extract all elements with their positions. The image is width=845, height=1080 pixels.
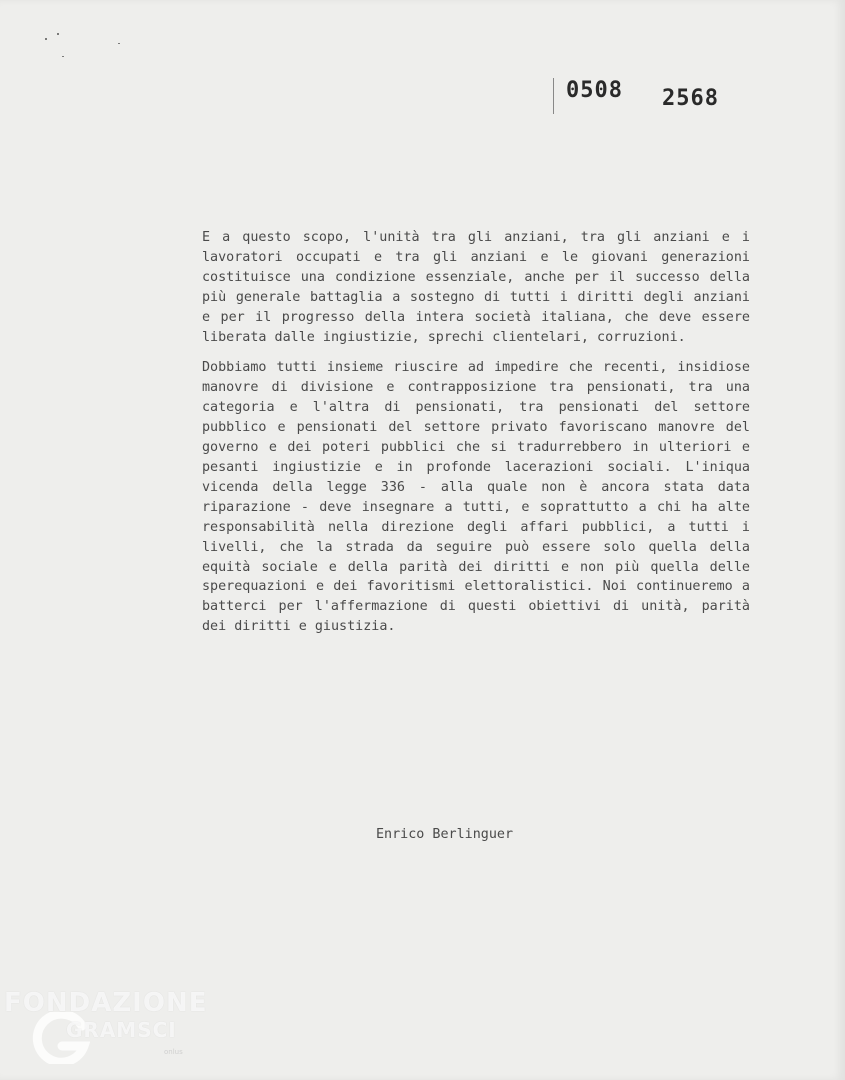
paragraph-2: Dobbiamo tutti insieme riuscire ad impedire che recenti, insidiose manovre di divisione e contrapposizione tra pensionati, tra una categoria e l'altra di pensionati, tra pensionati del settore pubblico e pensionati del settore privato favoriscano manovre del governo e dei poteri pubblici che si tradurrebbero in ulteriori e pesanti ingiustizie e in profonde lacerazioni sociali. L'iniqua vicenda della legge 336 - alla quale non è ancora stata data riparazione - deve insegnare a tutti, e soprattutto a chi ha alte responsabilità nella direzione degli affari pubblici, a tutti i livelli, che la strada da seguire può essere solo quella della equità sociale e della parità dei diritti e non più quella delle sperequazioni e dei favoritismi elettoralistici. Noi continueremo a batterci per l'affermazione di questi obiettivi di unità, parità dei diritti e giustizia. bbox=[202, 360, 750, 635]
paper-speck bbox=[57, 33, 59, 35]
watermark-sub: onlus bbox=[164, 1048, 183, 1056]
archive-stamp-right: 2568 bbox=[662, 86, 719, 111]
watermark-line1: FONDAZIONE bbox=[4, 988, 208, 1018]
paper-speck bbox=[45, 38, 47, 40]
paper-speck bbox=[118, 43, 120, 44]
fondazione-gramsci-watermark bbox=[4, 988, 214, 1068]
watermark-line2: GRAMSCI bbox=[66, 1018, 177, 1042]
archive-stamp-left: 0508 bbox=[566, 78, 623, 103]
signature: Enrico Berlinguer bbox=[376, 827, 514, 842]
paper-speck bbox=[62, 56, 64, 57]
paragraph-1: E a questo scopo, l'unità tra gli anziani, tra gli anziani e i lavoratori occupati e tra gli anziani e le giovani generazioni costituisce una condizione essenziale, anche per il successo della più generale battaglia a sostegno di tutti i diritti degli anziani e per il progresso della intera società italiana, che deve essere liberata dalle ingiustizie, sprechi clientelari, corruzioni. bbox=[202, 230, 750, 345]
stamp-mark bbox=[553, 78, 554, 114]
letter-body bbox=[202, 228, 750, 648]
